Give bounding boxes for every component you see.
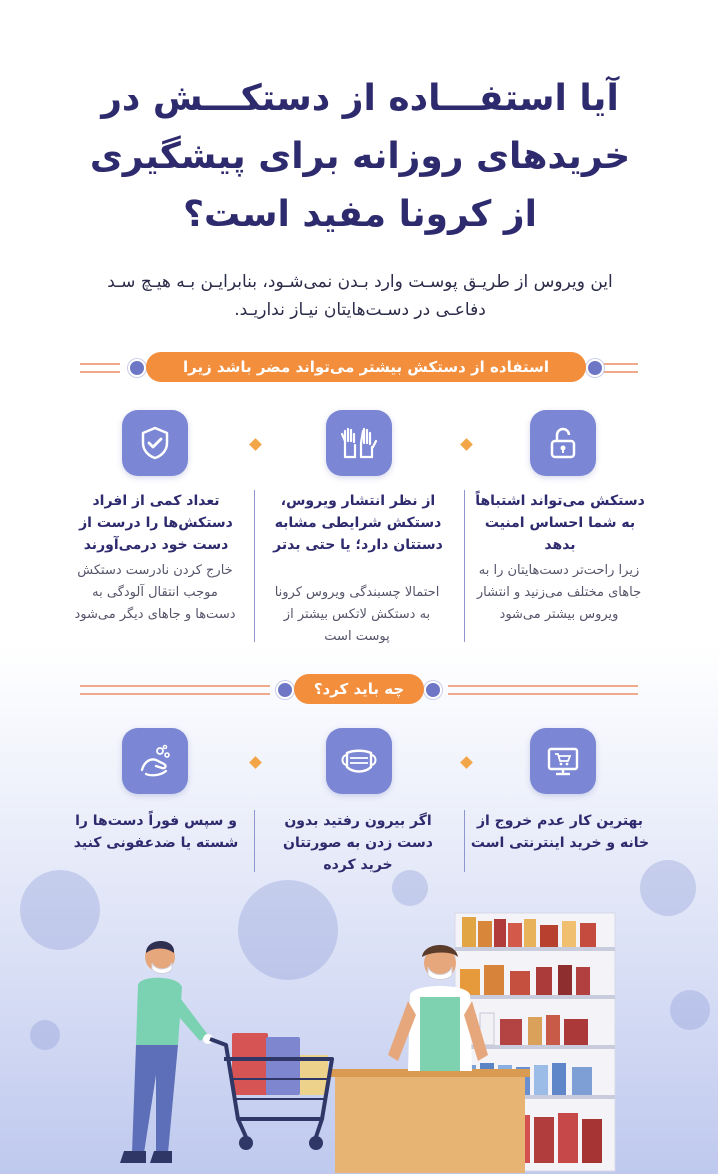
title-line-2: خرید‌های روزانه برای پیشگیری <box>89 136 631 177</box>
banner-dot-right <box>586 359 604 377</box>
title-line-3: از کرونا مفید است؟ <box>183 194 537 235</box>
column-divider <box>464 810 465 872</box>
banner-line-left <box>80 363 120 373</box>
gloves-icon <box>326 410 392 476</box>
banner-dot-left <box>128 359 146 377</box>
hand-wash-icon <box>122 728 188 794</box>
face-mask-icon <box>326 728 392 794</box>
title-line-1: آیا استفـــاده از دستکـــش در <box>101 78 619 119</box>
banner-dot-left <box>276 681 294 699</box>
banner-dot-right <box>424 681 442 699</box>
shopping-cart <box>210 1033 332 1150</box>
reason-title-2: از نظر انتشار ویروس، دستکش شرایطی مشابه دستتان دارد؛ یا حتی بدتر <box>273 493 443 553</box>
banner-line-right <box>448 685 638 695</box>
section-banner-actions <box>80 670 638 710</box>
separator-diamond <box>460 756 473 769</box>
banner-label: چه باید کرد؟ <box>294 674 424 704</box>
checkout-counter <box>335 1073 525 1173</box>
intro-text <box>60 268 660 324</box>
intro-line-1: این ویروس از طریـق پوسـت وارد بـدن نمی‌شـود، بنابرایـن بـه هیـچ سـد <box>107 272 613 292</box>
reason-body-3: خارج کردن نادرست دستکش موجب انتقال آلودگی به دست‌ها و جاهای دیگر می‌شود <box>74 563 236 622</box>
separator-diamond <box>249 438 262 451</box>
separator-diamond <box>249 756 262 769</box>
online-shop-icon <box>530 728 596 794</box>
reason-body-1: زیرا راحت‌تر دست‌هایتان را به جاهای مختلف می‌زنید و انتشار ویروس بیشتر می‌شود <box>476 563 642 622</box>
intro-line-2: دفاعـی در دسـت‌هایتان نیـاز نداریـد. <box>234 300 486 320</box>
banner-line-left <box>80 685 270 695</box>
column-divider <box>254 810 255 872</box>
column-divider <box>254 490 255 642</box>
column-divider <box>464 490 465 642</box>
action-title-3: و سپس فوراً دست‌ها را شسته یا ضدعفونی کنید <box>73 813 239 851</box>
supermarket-illustration <box>60 905 660 1174</box>
virus-decoration <box>30 1020 60 1050</box>
separator-diamond <box>460 438 473 451</box>
action-title-2: اگر بیرون رفتید بدون دست زدن به صورتتان خرید کرده <box>283 813 433 873</box>
section-banner-reasons <box>80 348 638 388</box>
shield-check-icon <box>122 410 188 476</box>
reason-body-2: احتمالا چسبندگی ویروس کرونا به دستکش لاتکس بیشتر از پوست است <box>274 585 440 644</box>
banner-label: استفاده از دستکش بیشتر می‌تواند مضر باشد زیرا <box>146 352 586 382</box>
reason-title-3: تعداد کمی از افراد دستکش‌ها را درست از دست خود درمی‌آورند <box>79 493 233 553</box>
reason-title-1: دستکش می‌تواند اشتباهاً به شما احساس امنیت بدهد <box>475 493 645 553</box>
virus-decoration <box>392 870 428 906</box>
action-title-1: بهترین کار عدم خروج از خانه و خرید اینترنتی است <box>470 813 650 851</box>
banner-line-right <box>598 363 638 373</box>
virus-decoration <box>670 990 710 1030</box>
page-title <box>40 70 680 244</box>
lock-icon <box>530 410 596 476</box>
shopper-figure <box>120 941 213 1163</box>
